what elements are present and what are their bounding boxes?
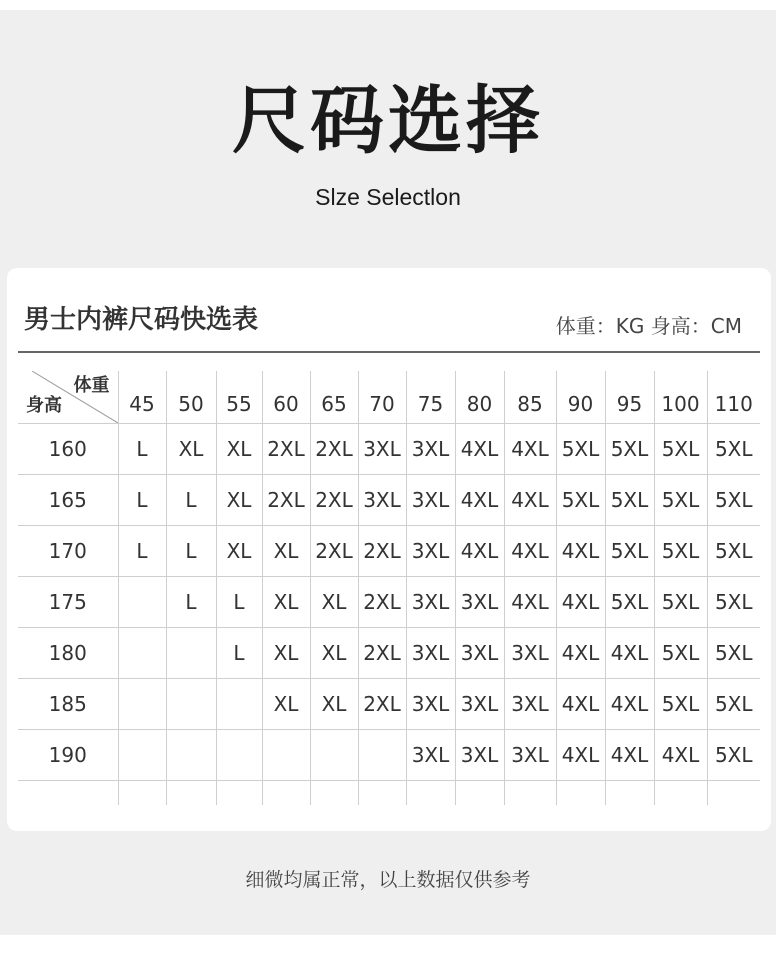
size-cell: 4XL (455, 423, 504, 474)
size-cell (216, 729, 262, 780)
size-cell (166, 627, 216, 678)
size-cell: XL (262, 525, 310, 576)
size-cell: 5XL (605, 576, 654, 627)
empty-cell (310, 780, 358, 805)
size-cell: 5XL (707, 678, 760, 729)
weight-header-cell: 60 (262, 371, 310, 423)
size-cell: 3XL (455, 729, 504, 780)
weight-header-cell: 95 (605, 371, 654, 423)
weight-header-cell: 85 (504, 371, 556, 423)
weight-header-cell: 55 (216, 371, 262, 423)
size-cell: L (118, 525, 166, 576)
weight-header-cell: 65 (310, 371, 358, 423)
size-cell: 5XL (707, 729, 760, 780)
corner-header-cell (18, 371, 118, 423)
weight-header-cell: 90 (556, 371, 605, 423)
size-cell: 5XL (556, 474, 605, 525)
size-cell: 4XL (455, 525, 504, 576)
table-row (18, 627, 760, 678)
size-cell: XL (310, 678, 358, 729)
size-cell: XL (166, 423, 216, 474)
height-cell: 175 (18, 576, 118, 627)
size-cell: 4XL (504, 525, 556, 576)
size-cell: 4XL (605, 627, 654, 678)
size-cell: 4XL (605, 678, 654, 729)
size-cell: 5XL (707, 576, 760, 627)
size-cell: 4XL (556, 576, 605, 627)
size-cell: 2XL (358, 576, 406, 627)
size-cell: 4XL (556, 525, 605, 576)
height-cell: 160 (18, 423, 118, 474)
size-cell: L (216, 576, 262, 627)
height-cell: 190 (18, 729, 118, 780)
table-spacer-row (18, 780, 760, 805)
title-divider (18, 351, 760, 353)
size-cell: 5XL (556, 423, 605, 474)
empty-cell (455, 780, 504, 805)
height-cell: 170 (18, 525, 118, 576)
size-cell: 5XL (654, 576, 707, 627)
height-cell: 165 (18, 474, 118, 525)
size-cell: 2XL (310, 423, 358, 474)
height-axis-label: 身高 (26, 394, 62, 416)
size-cell (118, 678, 166, 729)
size-cell: XL (310, 576, 358, 627)
empty-cell (262, 780, 310, 805)
table-row (18, 474, 760, 525)
disclaimer-note: 细微均属正常，以上数据仅供参考 (245, 869, 531, 891)
weight-header-cell: 80 (455, 371, 504, 423)
size-chart-title: 男士内裤尺码快选表 (24, 305, 259, 335)
table-row (18, 576, 760, 627)
weight-header-row (18, 371, 760, 423)
size-cell: 5XL (654, 678, 707, 729)
size-cell: 3XL (406, 423, 455, 474)
size-cell: 2XL (262, 474, 310, 525)
empty-cell (406, 780, 455, 805)
size-cell: L (166, 576, 216, 627)
page-subtitle: Slze Selectlon (315, 184, 461, 210)
empty-cell (216, 780, 262, 805)
size-cell: 5XL (707, 474, 760, 525)
size-cell: 4XL (504, 576, 556, 627)
size-cell: L (166, 525, 216, 576)
size-cell (118, 729, 166, 780)
empty-cell (118, 780, 166, 805)
empty-cell (605, 780, 654, 805)
size-cell: 4XL (504, 423, 556, 474)
size-cell: XL (310, 627, 358, 678)
size-cell (262, 729, 310, 780)
size-cell: 5XL (707, 627, 760, 678)
size-cell: 5XL (654, 474, 707, 525)
size-cell: 3XL (406, 678, 455, 729)
empty-cell (358, 780, 406, 805)
empty-cell (504, 780, 556, 805)
weight-header-cell: 50 (166, 371, 216, 423)
size-cell: XL (262, 678, 310, 729)
height-cell: 180 (18, 627, 118, 678)
size-cell (310, 729, 358, 780)
size-cell: 2XL (358, 525, 406, 576)
size-cell: 3XL (406, 627, 455, 678)
size-cell: 3XL (504, 627, 556, 678)
table-row (18, 423, 760, 474)
size-cell: 3XL (358, 474, 406, 525)
size-cell: 5XL (654, 423, 707, 474)
empty-cell (18, 780, 118, 805)
size-cell: 5XL (654, 525, 707, 576)
weight-header-cell: 100 (654, 371, 707, 423)
size-cell (216, 678, 262, 729)
size-cell (118, 576, 166, 627)
weight-header-cell: 45 (118, 371, 166, 423)
size-cell: 3XL (406, 729, 455, 780)
size-cell: XL (216, 474, 262, 525)
size-cell: 4XL (654, 729, 707, 780)
size-table (18, 371, 760, 805)
empty-cell (166, 780, 216, 805)
weight-header-cell: 70 (358, 371, 406, 423)
size-cell: L (166, 474, 216, 525)
empty-cell (654, 780, 707, 805)
size-cell: 3XL (406, 474, 455, 525)
size-cell: XL (262, 576, 310, 627)
size-cell: 3XL (455, 678, 504, 729)
size-cell: 3XL (455, 576, 504, 627)
size-cell: 3XL (504, 678, 556, 729)
empty-cell (556, 780, 605, 805)
height-cell: 185 (18, 678, 118, 729)
size-cell: 3XL (504, 729, 556, 780)
table-row (18, 729, 760, 780)
unit-legend: 体重：KG 身高：CM (555, 314, 742, 338)
size-cell: XL (216, 525, 262, 576)
size-cell: 4XL (556, 678, 605, 729)
size-cell: L (118, 423, 166, 474)
page-title: 尺码选择 (232, 78, 544, 164)
size-cell (166, 729, 216, 780)
size-cell: XL (262, 627, 310, 678)
size-cell (166, 678, 216, 729)
size-cell: XL (216, 423, 262, 474)
size-cell: 3XL (406, 576, 455, 627)
table-row (18, 525, 760, 576)
size-cell: 3XL (406, 525, 455, 576)
size-cell: 2XL (358, 678, 406, 729)
table-row (18, 678, 760, 729)
weight-header-cell: 75 (406, 371, 455, 423)
size-cell: 5XL (605, 525, 654, 576)
size-cell: 4XL (556, 627, 605, 678)
size-cell: 2XL (262, 423, 310, 474)
empty-cell (707, 780, 760, 805)
size-cell (118, 627, 166, 678)
weight-header-cell: 110 (707, 371, 760, 423)
weight-axis-label: 体重 (73, 375, 110, 396)
size-cell: 4XL (556, 729, 605, 780)
size-cell: 4XL (605, 729, 654, 780)
size-cell: 4XL (504, 474, 556, 525)
size-cell (358, 729, 406, 780)
size-cell: 5XL (605, 423, 654, 474)
size-cell: 5XL (605, 474, 654, 525)
size-cell: 2XL (310, 525, 358, 576)
size-cell: 2XL (358, 627, 406, 678)
size-cell: 3XL (455, 627, 504, 678)
size-cell: 4XL (455, 474, 504, 525)
size-cell: 5XL (707, 525, 760, 576)
size-cell: L (216, 627, 262, 678)
size-cell: 2XL (310, 474, 358, 525)
size-cell: 5XL (707, 423, 760, 474)
size-cell: 3XL (358, 423, 406, 474)
size-cell: L (118, 474, 166, 525)
size-cell: 5XL (654, 627, 707, 678)
